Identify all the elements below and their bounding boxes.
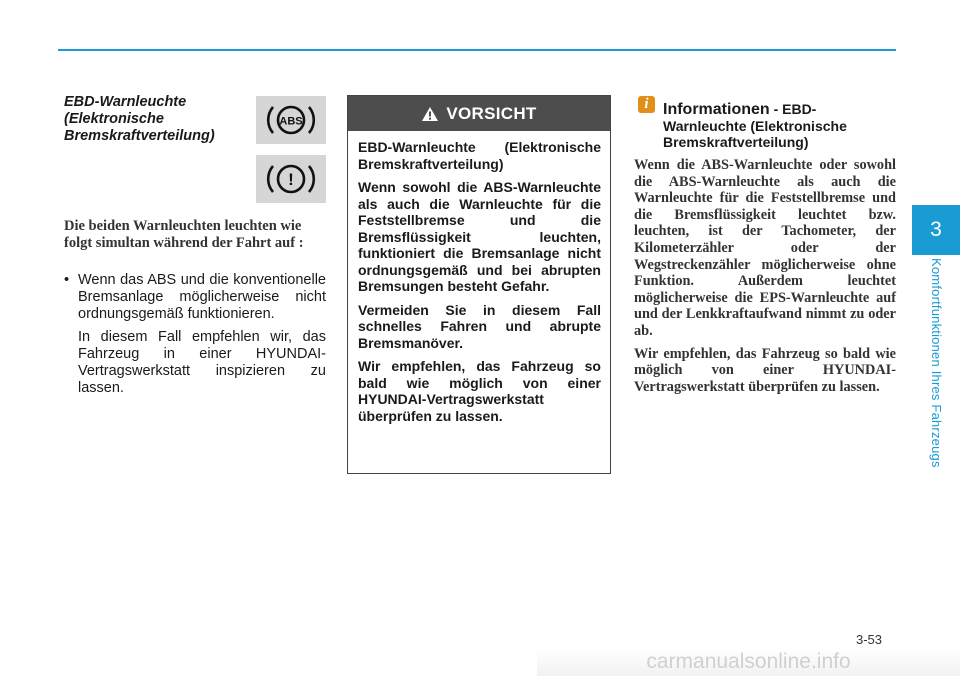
bullet-dot: • (64, 272, 70, 288)
info-paragraph: Wir empfehlen, das Fahrzeug so bald wie möglich von einer HYUNDAI-Vertragswerkstatt überprüfen zu lassen. (634, 345, 896, 395)
info-title-main: Informationen (663, 101, 770, 118)
ebd-heading: EBD-Warnleuchte (Elektronische Bremskraftverteilung) (64, 94, 215, 144)
caution-body (348, 131, 610, 424)
caution-paragraph: EBD-Warnleuchte (Elektronische Bremskraftverteilung) (358, 139, 601, 172)
bullet-block (64, 272, 326, 397)
bullet-text: Wenn das ABS und die konventionelle Bremsanlage möglicherweise nicht ordnungsgemäß funktionieren. (78, 272, 326, 322)
bullet-followup: In diesem Fall empfehlen wir, das Fahrzeug in einer HYUNDAI-Vertragswerkstatt inspizieren zu lassen. (78, 329, 326, 396)
caution-paragraph: Wir empfehlen, das Fahrzeug so bald wie möglich von einer HYUNDAI-Vertragswerkstatt überprüfen zu lassen. (358, 358, 601, 424)
info-body (634, 157, 896, 401)
warning-triangle-icon (421, 106, 439, 122)
info-icon: i (638, 96, 655, 113)
info-title (663, 101, 896, 150)
brake-warning-icon (256, 155, 326, 203)
watermark: carmanualsonline.info (537, 648, 960, 676)
chapter-title: Komfortfunktionen Ihres Fahrzeugs (929, 258, 944, 468)
top-rule (58, 49, 896, 51)
info-title-sub: - EBD-Warnleuchte (Elektronische Bremskraftverteilung) (663, 101, 847, 150)
caution-paragraph: Wenn sowohl die ABS-Warnleuchte als auch die Warnleuchte für die Feststellbremse und die Bremsflüssigkeit leuchten, funktioniert die Bremsanlage nicht ordnungsgemäß und bei abrupten Bremsungen besteht Gefahr. (358, 179, 601, 294)
caution-paragraph: Vermeiden Sie in diesem Fall schnelles Fahren und abrupte Bremsmanöver. (358, 301, 601, 351)
caution-box (347, 95, 611, 474)
abs-label: ABS (279, 115, 303, 128)
brake-exclamation-label: ! (288, 170, 294, 189)
caution-title: VORSICHT (446, 103, 537, 123)
chapter-number-tab: 3 (912, 205, 960, 255)
bullet-item (64, 272, 326, 323)
abs-warning-icon (256, 96, 326, 144)
caution-header (348, 96, 610, 131)
info-paragraph: Wenn die ABS-Warnleuchte oder sowohl die ABS-Warnleuchte als auch die Warnleuchte für die Feststellbremse und die Bremsflüssigkeit leuchtet bzw. leuchten, ist der Tachometer, der Kilometerzähler oder der Wegstreckenzähler möglicherweise ohne Funktion. Außerdem leuchtet möglicherweise die EPS-Warnleuchte auf und der Lenkkraftaufwand nimmt zu oder ab. (634, 157, 896, 339)
intro-text: Die beiden Warnleuchten leuchten wie folgt simultan während der Fahrt auf : (64, 218, 304, 251)
page-number: 3-53 (856, 632, 883, 647)
